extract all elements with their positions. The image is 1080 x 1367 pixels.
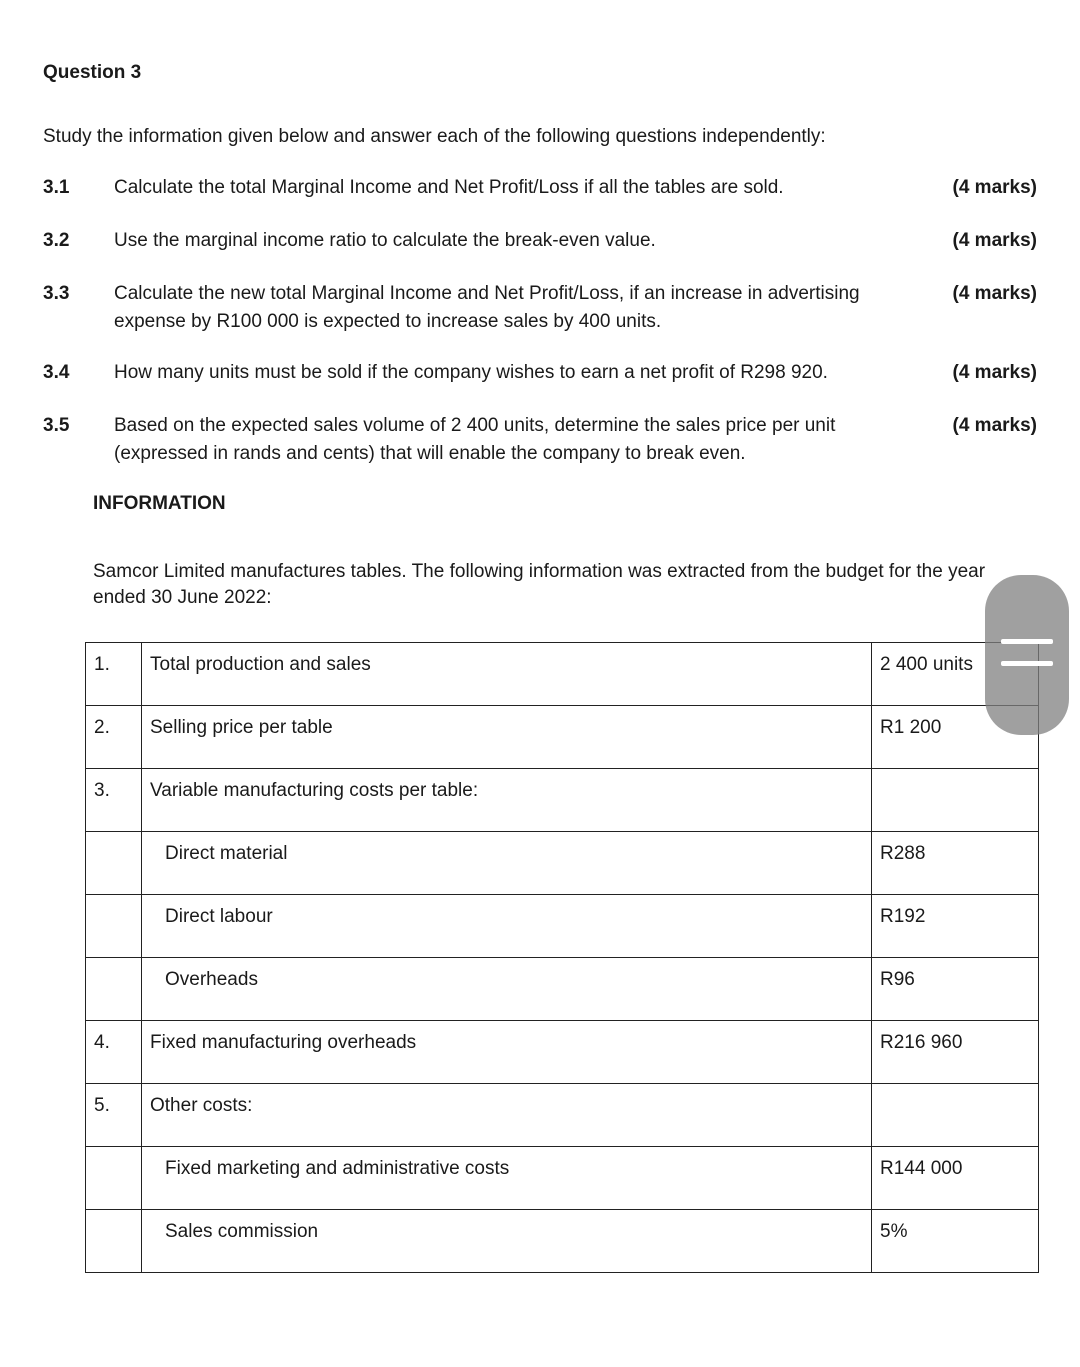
row-value: R96 bbox=[872, 958, 1039, 1021]
table-row bbox=[86, 643, 1039, 706]
row-label: Fixed marketing and administrative costs bbox=[142, 1147, 872, 1210]
row-label: Fixed manufacturing overheads bbox=[142, 1021, 872, 1084]
row-label: Direct labour bbox=[142, 895, 872, 958]
row-value bbox=[872, 769, 1039, 832]
information-text: Samcor Limited manufactures tables. The following information was extracted from the budget for the year ended 30 June 2022: bbox=[93, 561, 986, 608]
row-label: Total production and sales bbox=[142, 643, 872, 706]
table-row bbox=[86, 706, 1039, 769]
row-number: 3. bbox=[86, 769, 142, 832]
row-label: Selling price per table bbox=[142, 706, 872, 769]
question-number: 3.1 bbox=[43, 177, 70, 198]
question-marks: (4 marks) bbox=[952, 415, 1037, 436]
question-text: Calculate the total Marginal Income and Net Profit/Loss if all the tables are sold. bbox=[114, 177, 784, 198]
row-value bbox=[872, 1084, 1039, 1147]
table-row bbox=[86, 895, 1039, 958]
row-value: R288 bbox=[872, 832, 1039, 895]
question-marks: (4 marks) bbox=[952, 177, 1037, 198]
intro-text: Study the information given below and answer each of the following questions independently: bbox=[43, 126, 826, 147]
row-value: 2 400 units bbox=[872, 643, 1039, 706]
question-text: Based on the expected sales volume of 2 400 units, determine the sales price per unit (expressed in rands and cents) that will enable the company to break even. bbox=[114, 415, 836, 464]
information-table bbox=[85, 642, 1039, 1273]
row-number bbox=[86, 958, 142, 1021]
question-text: How many units must be sold if the company wishes to earn a net profit of R298 920. bbox=[114, 362, 828, 383]
row-number: 2. bbox=[86, 706, 142, 769]
question-number: 3.2 bbox=[43, 230, 70, 251]
row-value: R216 960 bbox=[872, 1021, 1039, 1084]
question-number: 3.3 bbox=[43, 283, 70, 304]
handle-grip-icon bbox=[1001, 661, 1053, 666]
row-label: Variable manufacturing costs per table: bbox=[142, 769, 872, 832]
row-number bbox=[86, 1210, 142, 1273]
information-heading: INFORMATION bbox=[93, 493, 226, 514]
question-marks: (4 marks) bbox=[952, 230, 1037, 251]
row-number: 5. bbox=[86, 1084, 142, 1147]
table-row bbox=[86, 1147, 1039, 1210]
table-row bbox=[86, 1210, 1039, 1273]
row-label: Sales commission bbox=[142, 1210, 872, 1273]
row-number: 4. bbox=[86, 1021, 142, 1084]
scroll-handle[interactable] bbox=[985, 575, 1069, 735]
row-label: Overheads bbox=[142, 958, 872, 1021]
row-label: Direct material bbox=[142, 832, 872, 895]
table-row bbox=[86, 958, 1039, 1021]
row-label: Other costs: bbox=[142, 1084, 872, 1147]
row-value: R144 000 bbox=[872, 1147, 1039, 1210]
table-row bbox=[86, 769, 1039, 832]
question-number: 3.5 bbox=[43, 415, 70, 436]
page-title: Question 3 bbox=[43, 62, 142, 83]
question-marks: (4 marks) bbox=[952, 362, 1037, 383]
row-number bbox=[86, 895, 142, 958]
row-number bbox=[86, 832, 142, 895]
table-row bbox=[86, 1021, 1039, 1084]
question-marks: (4 marks) bbox=[952, 283, 1037, 304]
question-text: Calculate the new total Marginal Income and Net Profit/Loss, if an increase in advertising expense by R100 000 is expected to increase sales by 400 units. bbox=[114, 283, 860, 332]
row-number bbox=[86, 1147, 142, 1210]
handle-grip-icon bbox=[1001, 639, 1053, 644]
row-value: 5% bbox=[872, 1210, 1039, 1273]
row-value: R192 bbox=[872, 895, 1039, 958]
row-number: 1. bbox=[86, 643, 142, 706]
table-row bbox=[86, 832, 1039, 895]
question-number: 3.4 bbox=[43, 362, 70, 383]
row-value: R1 200 bbox=[872, 706, 1039, 769]
question-text: Use the marginal income ratio to calculate the break-even value. bbox=[114, 230, 656, 251]
table-row bbox=[86, 1084, 1039, 1147]
